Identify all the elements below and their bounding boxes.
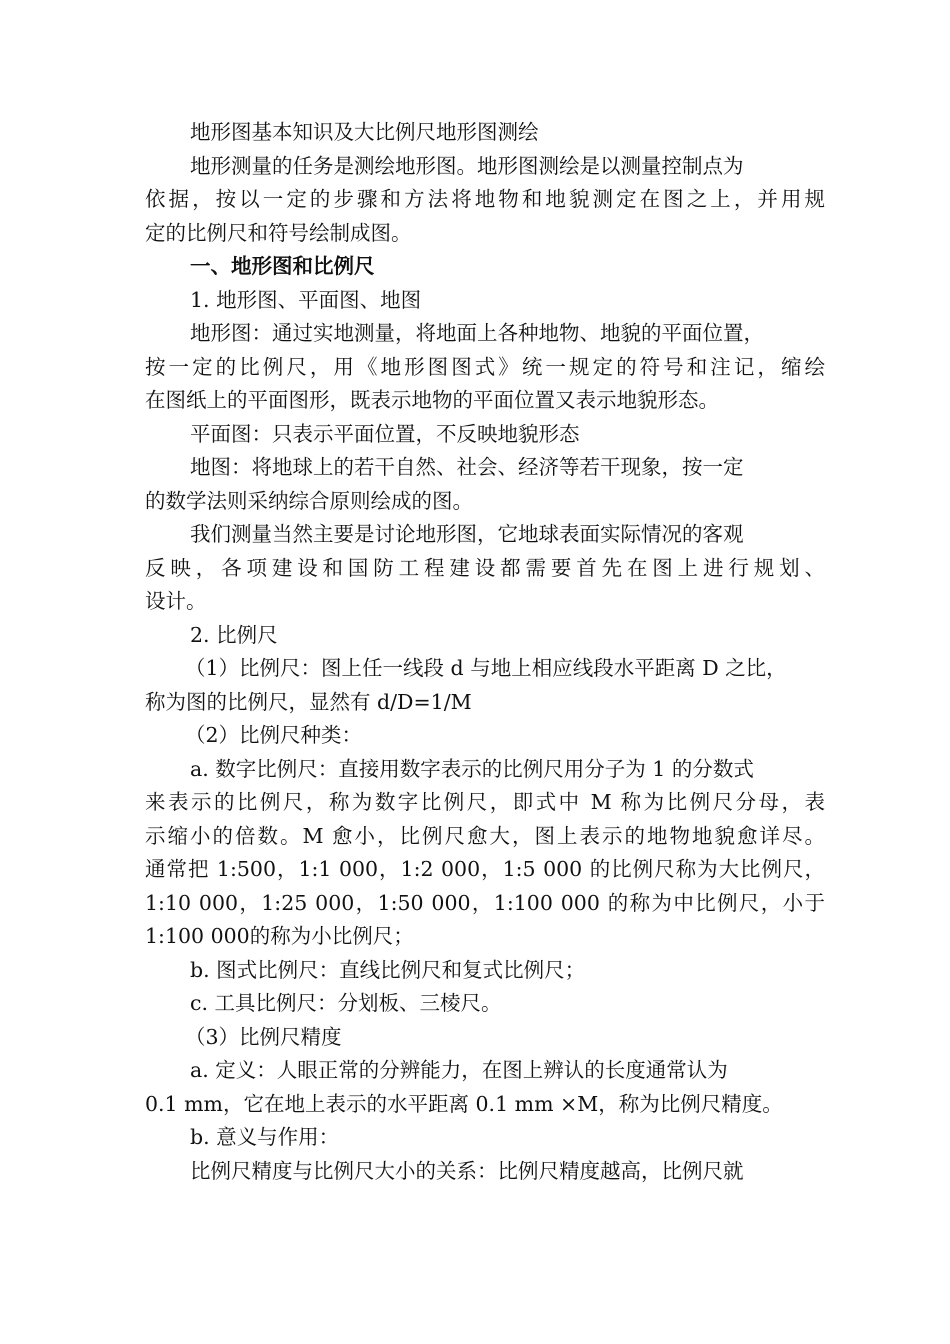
- map-definition-line: 地图：将地球上的若干自然、社会、经济等若干现象，按一定: [190, 455, 744, 479]
- intro-line: 定的比例尺和符号绘制成图。: [145, 220, 412, 245]
- document-title: 地形图基本知识及大比例尺地形图测绘: [190, 120, 539, 144]
- discussion-line: 设计。: [145, 589, 207, 613]
- tool-scale: c. 工具比例尺：分划板、三棱尺。: [190, 991, 502, 1015]
- topo-map-definition-line: 按一定的比例尺，用《地形图图式》统一规定的符号和注记，缩绘: [145, 354, 825, 379]
- document-body: [145, 116, 825, 1188]
- intro-line: 依据，按以一定的步骤和方法将地物和地貌测定在图之上，并用规: [145, 187, 825, 211]
- meaning-text: 比例尺精度与比例尺大小的关系：比例尺精度越高，比例尺就: [190, 1158, 744, 1183]
- scale-definition-line: 称为图的比例尺，显然有 d/D=1/M: [145, 689, 472, 714]
- map-definition-line: 的数学法则采纳综合原则绘成的图。: [145, 488, 473, 513]
- graphic-scale: b. 图式比例尺：直线比例尺和复式比例尺；: [190, 957, 586, 982]
- numeric-scale-line: 通常把 1:500，1:1 000，1:2 000，1:5 000 的比例尺称为大比例尺，: [145, 857, 825, 881]
- plan-definition: 平面图：只表示平面位置，不反映地貌形态: [190, 421, 580, 446]
- topo-map-definition-line: 在图纸上的平面图形，既表示地物的平面位置又表示地貌形态。: [145, 388, 719, 412]
- precision-definition-line: 0.1 mm，它在地上表示的水平距离 0.1 mm ×M，称为比例尺精度。: [145, 1091, 783, 1116]
- intro-line: 地形测量的任务是测绘地形图。地形图测绘是以测量控制点为: [190, 153, 744, 178]
- scale-definition-line: （1）比例尺：图上任一线段 d 与地上相应线段水平距离 D 之比，: [185, 656, 787, 680]
- numeric-scale-line: 示缩小的倍数。M 愈小，比例尺愈大，图上表示的地物地貌愈详尽。: [145, 823, 825, 848]
- meaning-heading: b. 意义与作用：: [190, 1125, 340, 1149]
- precision-definition-line: a. 定义：人眼正常的分辨能力，在图上辨认的长度通常认为: [190, 1058, 728, 1082]
- numeric-scale-line: 1:10 000，1:25 000，1:50 000，1:100 000 的称为中比例尺，小于: [145, 890, 825, 915]
- subsection-heading: 1. 地形图、平面图、地图: [190, 287, 422, 312]
- numeric-scale-line: 1:100 000的称为小比例尺；: [145, 924, 414, 948]
- discussion-line: 我们测量当然主要是讨论地形图，它地球表面实际情况的客观: [190, 522, 744, 546]
- subsection-heading: 2. 比例尺: [190, 622, 278, 647]
- precision-heading: （3）比例尺精度: [185, 1024, 342, 1049]
- numeric-scale-line: a. 数字比例尺：直接用数字表示的比例尺用分子为 1 的分数式: [190, 756, 754, 781]
- numeric-scale-line: 来表示的比例尺，称为数字比例尺，即式中 M 称为比例尺分母，表: [145, 790, 825, 814]
- discussion-line: 反映，各项建设和国防工程建设都需要首先在图上进行规划、: [145, 555, 825, 580]
- scale-types-heading: （2）比例尺种类：: [185, 723, 363, 747]
- section-heading: 一、地形图和比例尺: [190, 254, 375, 278]
- topo-map-definition-line: 地形图：通过实地测量，将地面上各种地物、地貌的平面位置，: [190, 321, 764, 345]
